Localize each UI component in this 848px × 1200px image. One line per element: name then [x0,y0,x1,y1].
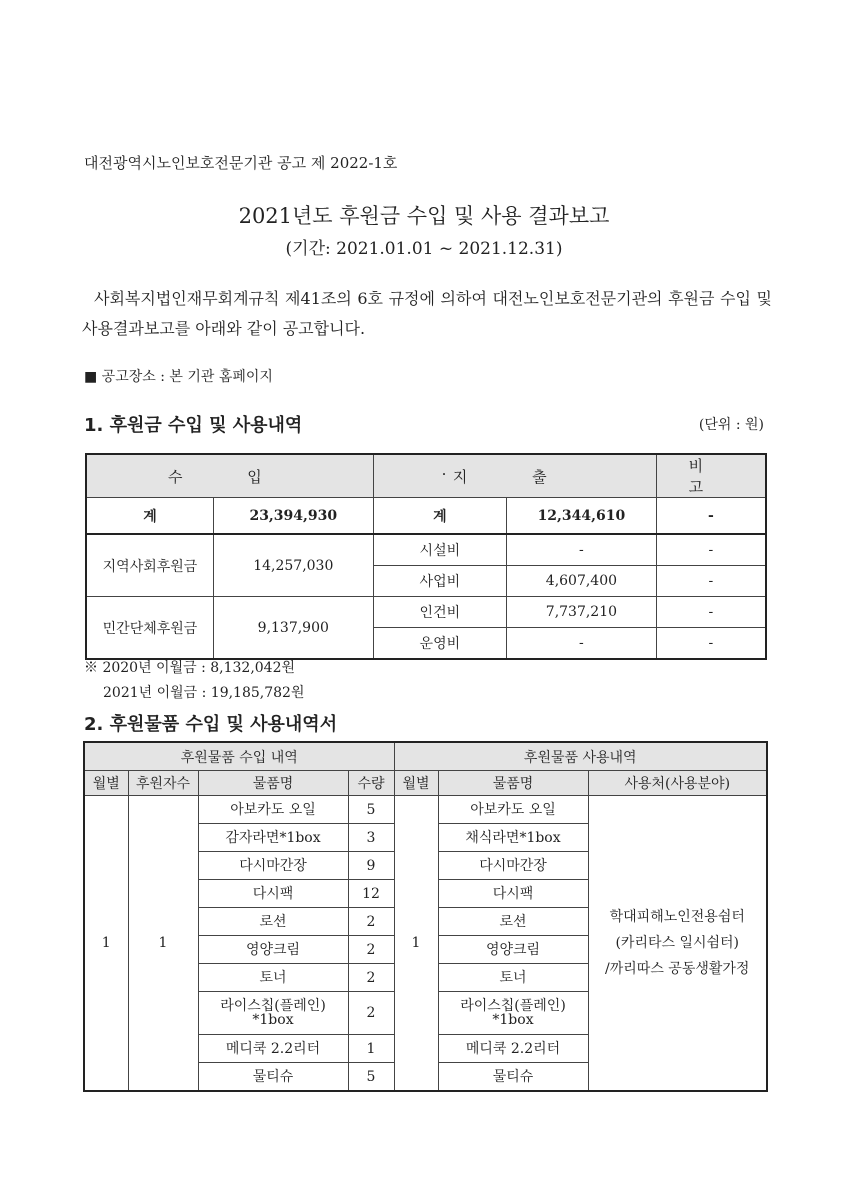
unit-label: (단위 : 원) [698,417,764,433]
item-name-cell: 메디쿡 2.2리터 [198,1035,348,1063]
goods-income-header: 후원물품 수입 내역 [84,742,394,771]
goods-table [83,741,768,1092]
item-name-cell: 로션 [198,908,348,936]
item-name-cell: 다시마간장 [198,852,348,880]
item-name-cell: 감자라면*1box [198,824,348,852]
income-row-value: 14,257,030 [213,534,373,597]
expense-row-note: - [656,597,766,628]
intro-paragraph: 사회복지법인재무회계규칙 제41조의 6호 규정에 의하여 대전노인보호전문기관의 후원금 수입 및 사용결과보고를 아래와 같이 공고합니다. [82,289,772,338]
expense-row-note: - [656,628,766,660]
quantity-cell: 12 [348,880,394,908]
use-place-cell [588,796,767,1092]
report-period: (기간: 2021.01.01 ~ 2021.12.31) [285,239,563,259]
quantity-cell: 9 [348,852,394,880]
expense-row-note: - [656,566,766,597]
expense-total-label: 계 [373,498,506,535]
use-place-line: 학대피해노인전용쉼터 [609,909,745,925]
income-total-label: 계 [86,498,213,535]
used-item-cell: 다시팩 [438,880,588,908]
total-note: - [656,498,766,535]
page-title: 2021년도 후원금 수입 및 사용 결과보고 [238,204,610,228]
expense-header-label: 지 출 [452,467,577,486]
income-row-label: 지역사회후원금 [86,534,213,597]
item-name-cell: 라이스칩(플레인) *1box [198,992,348,1035]
expense-row-value: - [507,534,657,566]
carryover-2021: 2021년 이월금 : 19,185,782원 [103,685,305,701]
income-month-cell: 1 [84,796,128,1092]
carryover-notes [84,656,304,706]
expense-row-label: 인건비 [373,597,506,628]
col-quantity: 수량 [348,771,394,796]
quantity-cell: 2 [348,964,394,992]
col-used-item: 물품명 [438,771,588,796]
expense-row-value: 7,737,210 [507,597,657,628]
income-header: 수 입 [86,454,373,498]
notice-number: 대전광역시노인보호전문기관 공고 제 2022-1호 [84,154,398,172]
used-item-cell: 다시마간장 [438,852,588,880]
goods-use-header: 후원물품 사용내역 [394,742,767,771]
expense-row-value: - [507,628,657,660]
income-total-value: 23,394,930 [213,498,373,535]
expense-row-label: 사업비 [373,566,506,597]
use-month-cell: 1 [394,796,438,1092]
item-name-cell: 물티슈 [198,1063,348,1092]
quantity-cell: 5 [348,796,394,824]
item-name-cell: 아보카도 오일 [198,796,348,824]
quantity-cell: 5 [348,1063,394,1092]
notice-place: ■ 공고장소 : 본 기관 홈페이지 [84,369,273,385]
stray-dot: . [441,461,447,479]
expense-row-label: 운영비 [373,628,506,660]
donation-summary-table [85,453,767,660]
col-donor-count: 후원자수 [128,771,198,796]
expense-row-note: - [656,534,766,566]
used-item-cell: 로션 [438,908,588,936]
col-use-month: 월별 [394,771,438,796]
expense-total-value: 12,344,610 [507,498,657,535]
item-name-cell: 다시팩 [198,880,348,908]
used-item-cell: 메디쿡 2.2리터 [438,1035,588,1063]
used-item-cell: 영양크림 [438,936,588,964]
col-use-place: 사용처(사용분야) [588,771,767,796]
use-place-line: /까리따스 공동생활가정 [605,961,750,977]
section2-title: 2. 후원물품 수입 및 사용내역서 [84,714,338,735]
quantity-cell: 1 [348,1035,394,1063]
quantity-cell: 2 [348,908,394,936]
quantity-cell: 2 [348,936,394,964]
item-name-cell: 토너 [198,964,348,992]
used-item-cell: 채식라면*1box [438,824,588,852]
item-name-cell: 영양크림 [198,936,348,964]
income-row-value: 9,137,900 [213,597,373,660]
section1-title: 1. 후원금 수입 및 사용내역 [84,415,303,436]
quantity-cell: 3 [348,824,394,852]
col-month: 월별 [84,771,128,796]
col-item-name: 물품명 [198,771,348,796]
donor-count-cell: 1 [128,796,198,1092]
table-row [84,796,767,824]
note-header: 비 고 [656,454,766,498]
used-item-cell: 아보카도 오일 [438,796,588,824]
carryover-2020: ※ 2020년 이월금 : 8,132,042원 [84,660,296,676]
use-place-line: (카리타스 일시쉼터) [615,935,740,951]
expense-row-label: 시설비 [373,534,506,566]
expense-header [373,454,656,498]
used-item-cell: 라이스칩(플레인) *1box [438,992,588,1035]
income-row-label: 민간단체후원금 [86,597,213,660]
quantity-cell: 2 [348,992,394,1035]
expense-row-value: 4,607,400 [507,566,657,597]
used-item-cell: 물티슈 [438,1063,588,1092]
used-item-cell: 토너 [438,964,588,992]
